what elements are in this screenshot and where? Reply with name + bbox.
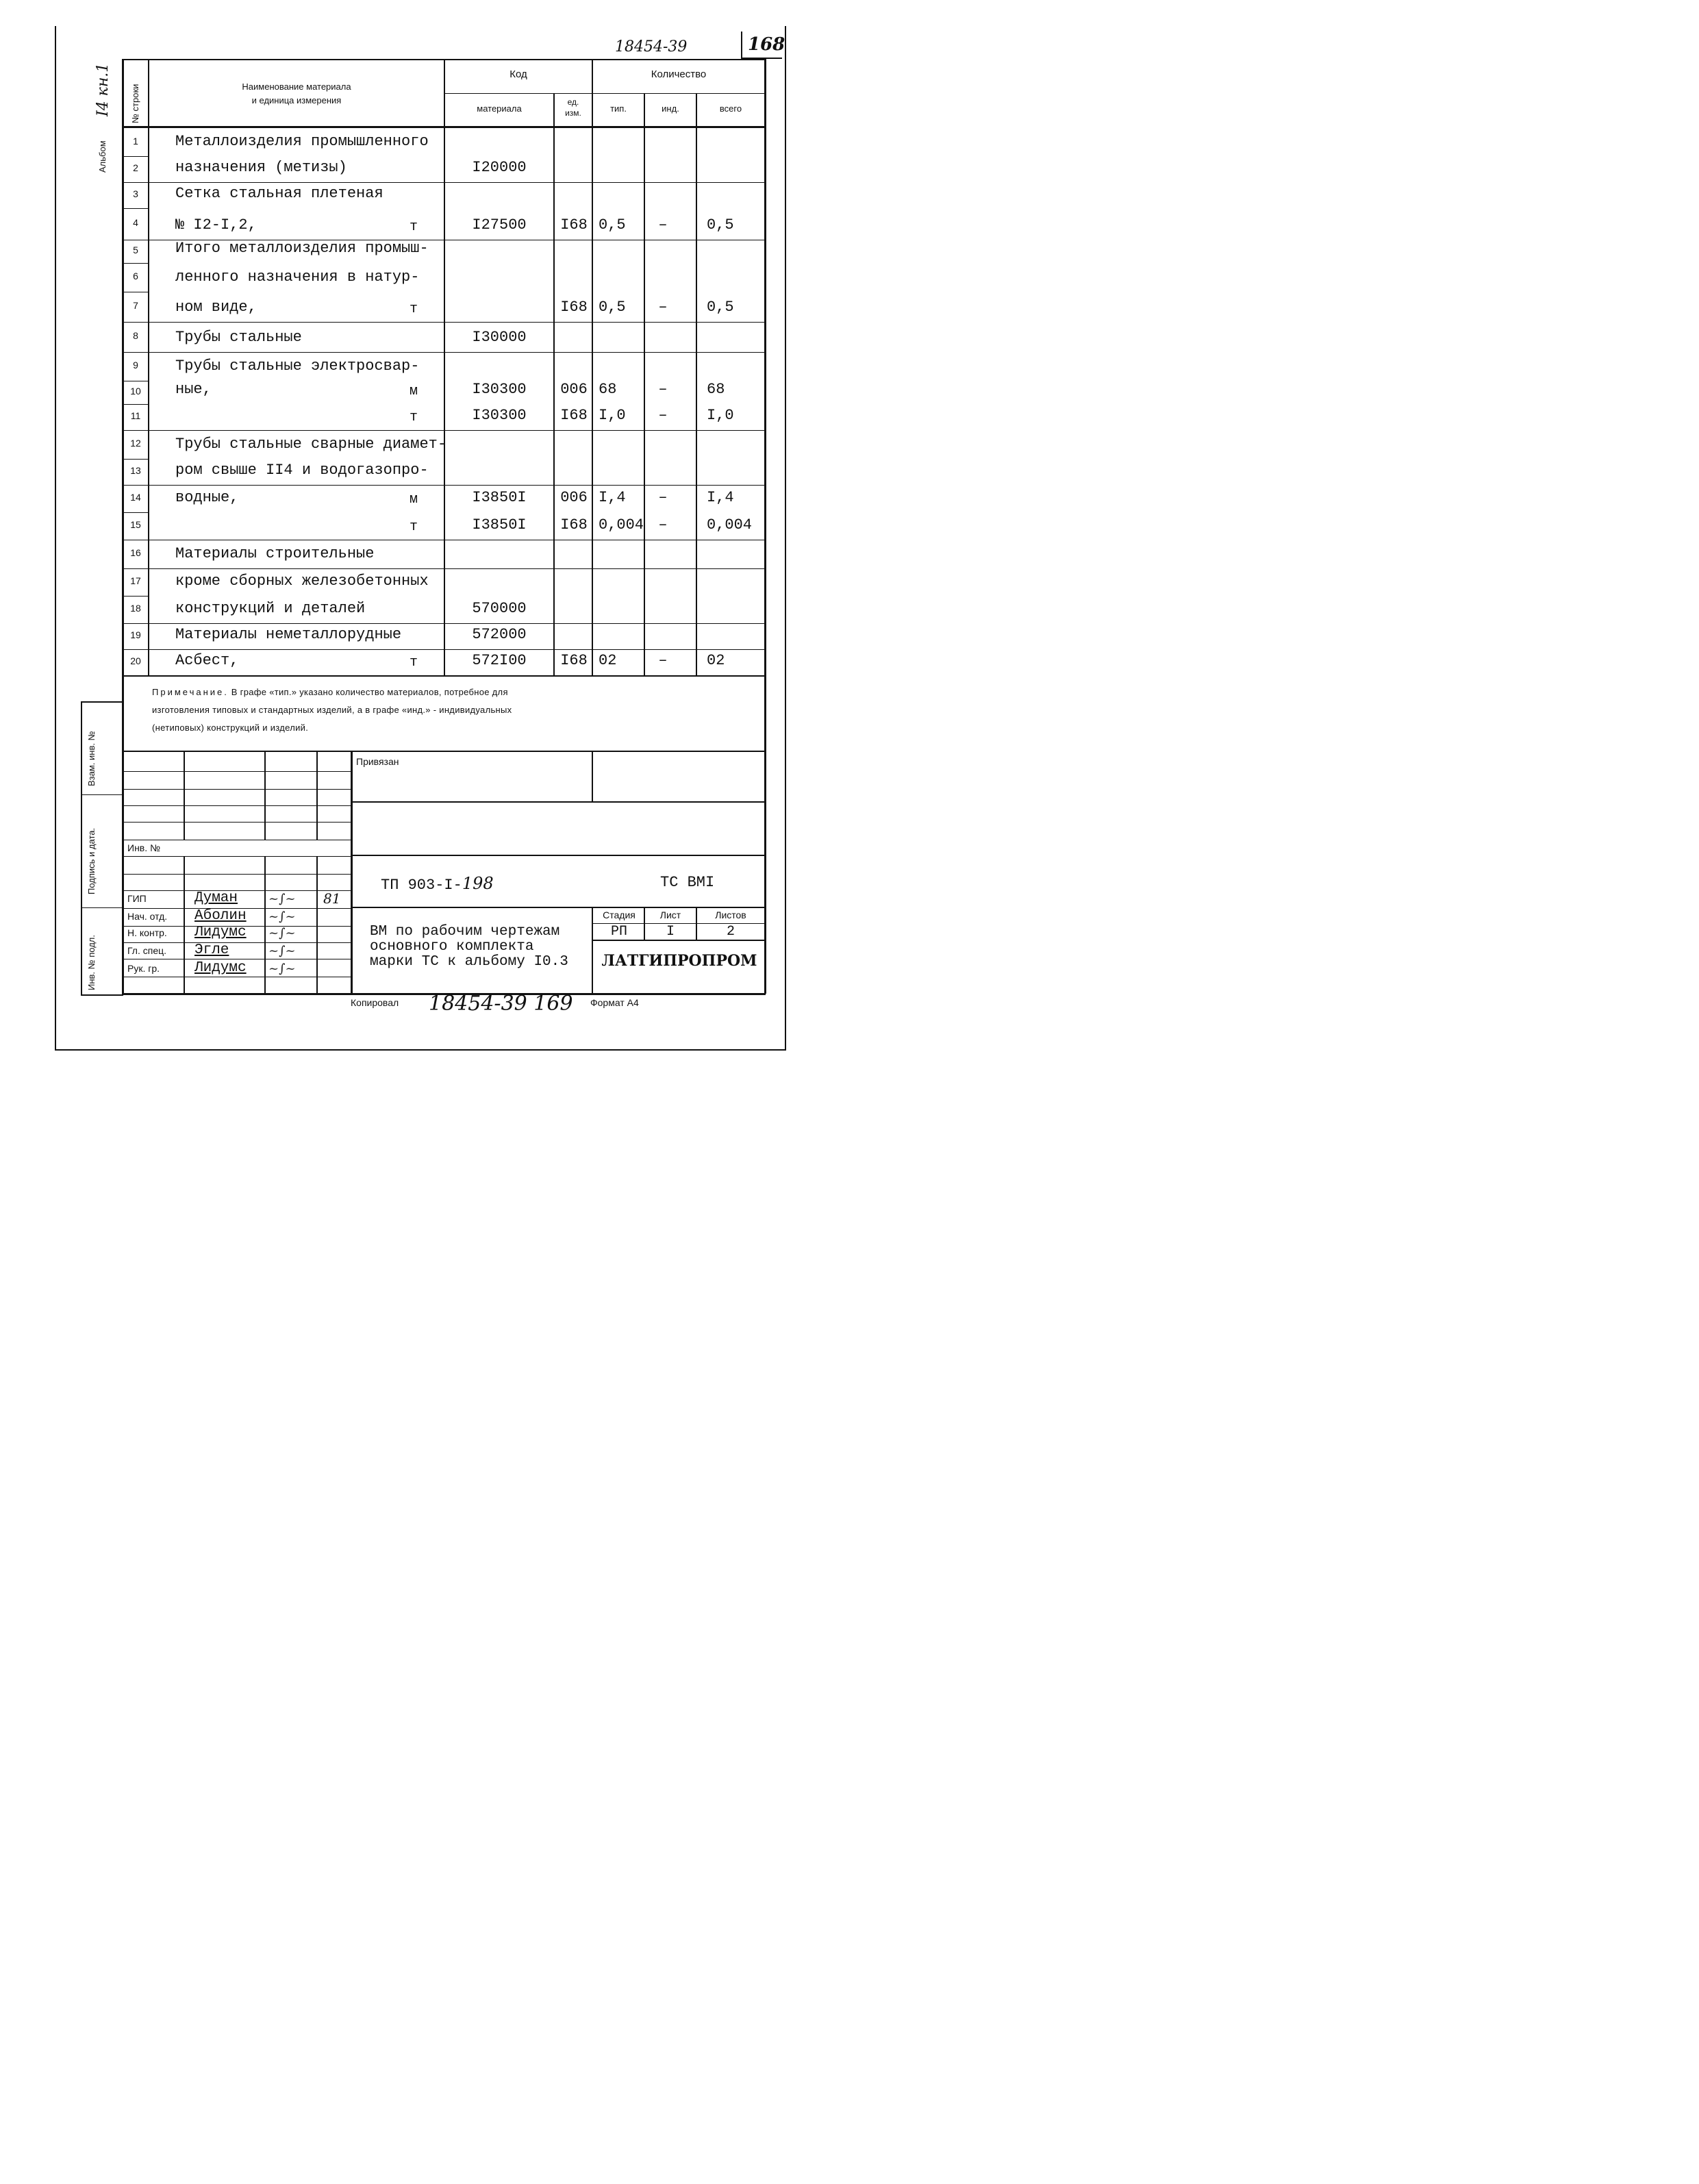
row-num-divider: [123, 512, 148, 513]
row-qty-total: 0,004: [707, 516, 753, 534]
stamp-sheet-label: Лист: [659, 909, 681, 920]
row-qty-total: 02: [707, 652, 725, 669]
row-num-divider: [123, 675, 148, 676]
page-number: 168: [748, 34, 785, 55]
row-qty-ind: –: [658, 299, 668, 316]
page-border-left: [55, 26, 56, 1051]
header-ind: инд.: [662, 103, 679, 114]
stamp-r-h2: [352, 855, 766, 856]
row-number: 15: [130, 519, 141, 530]
row-num-divider: [123, 459, 148, 460]
row-name: Металлоизделия промышленного: [175, 133, 429, 150]
stamp-sheets-value: 2: [726, 924, 735, 940]
col-line-2: [444, 59, 445, 677]
stamp-title-line3: марки ТС к альбому I0.3: [370, 954, 568, 970]
signature-icon: ~∫~: [268, 909, 296, 924]
row-name: Трубы стальные: [175, 329, 302, 346]
stamp-name: Эгле: [194, 942, 229, 958]
page-border-right: [785, 26, 786, 1051]
row-name: Асбест,: [175, 652, 239, 669]
side-label-podpis-data: Подпись и дата.: [86, 827, 97, 894]
row-code: 572I00: [472, 652, 527, 669]
col-line-1: [148, 59, 149, 677]
row-code: 572000: [472, 626, 527, 643]
stamp-mark: ТС ВМI: [660, 874, 715, 891]
row-unit-code: I68: [560, 516, 588, 534]
col-line-3: [553, 93, 555, 677]
page-number-box-left: [741, 32, 742, 59]
row-number: 8: [133, 330, 138, 341]
note-block: [152, 683, 755, 737]
row-name: Сетка стальная плетеная: [175, 185, 383, 202]
stamp-h1: [123, 771, 352, 772]
header-mid-line: [444, 93, 766, 94]
signature-icon: ~∫~: [268, 944, 296, 958]
row-divider: [123, 182, 766, 183]
row-number: 16: [130, 547, 141, 558]
row-unit: т: [410, 301, 418, 317]
stamp-h4: [123, 822, 352, 823]
row-name: № I2-I,2,: [175, 216, 257, 234]
row-divider: [123, 568, 766, 569]
row-name: Материалы неметаллорудные: [175, 626, 402, 643]
row-num-divider: [123, 208, 148, 209]
stamp-divider: [351, 751, 353, 994]
row-number: 18: [130, 603, 141, 614]
stamp-v1-top: [184, 751, 185, 840]
row-qty-total: I,0: [707, 407, 734, 424]
row-qty-ind: –: [658, 652, 668, 669]
row-number: 20: [130, 655, 141, 666]
album-value: I4 кн.1: [95, 62, 112, 116]
row-divider: [123, 623, 766, 624]
row-num-divider: [123, 156, 148, 157]
row-unit-code: I68: [560, 652, 588, 669]
stamp-title-line1: ВМ по рабочим чертежам: [370, 924, 560, 940]
row-number: 17: [130, 575, 141, 586]
row-qty-total: 0,5: [707, 216, 734, 234]
row-qty-total: 68: [707, 381, 725, 398]
header-unit-1: ед.: [567, 97, 579, 107]
row-name: Трубы стальные сварные диамет-: [175, 436, 447, 453]
stamp-role: Нач. отд.: [127, 911, 168, 922]
note-line1: В графе «тип.» указано количество материалов, потребное для: [231, 687, 508, 697]
row-unit-code: I68: [560, 299, 588, 316]
stamp-stage-label: Стадия: [603, 909, 635, 920]
stamp-name: Аболин: [194, 908, 247, 924]
stamp-role: Н. контр.: [127, 927, 167, 938]
stamp-h11: [123, 942, 352, 943]
row-code: I30300: [472, 381, 527, 398]
stamp-sheets-label: Листов: [715, 909, 746, 920]
side-box-div-2: [81, 907, 123, 908]
row-qty-ind: –: [658, 489, 668, 506]
row-number: 13: [130, 465, 141, 476]
header-row-num: № строки: [130, 84, 140, 123]
row-unit: т: [410, 655, 418, 670]
row-number: 6: [133, 271, 138, 281]
stamp-stage-value: РП: [610, 924, 627, 940]
row-code: I20000: [472, 159, 527, 176]
row-qty-typ: I,4: [599, 489, 626, 506]
row-name: Материалы строительные: [175, 545, 375, 562]
row-name: назначения (метизы): [175, 159, 347, 176]
row-name: ном виде,: [175, 299, 257, 316]
row-num-divider: [123, 263, 148, 264]
stamp-name: Лидумс: [194, 960, 247, 976]
table-bottom: [122, 675, 766, 677]
stamp-role: Рук. гр.: [127, 963, 160, 974]
stamp-title-line2: основного комплекта: [370, 939, 534, 955]
side-box-div-1: [81, 794, 123, 795]
row-unit-code: I68: [560, 407, 588, 424]
side-label-vzam-inv: Взам. инв. №: [86, 731, 97, 786]
footer-copied-hand: 18454-39 169: [429, 992, 573, 1016]
row-name: конструкций и деталей: [175, 600, 366, 617]
stamp-v3-top: [316, 751, 318, 840]
stamp-role: Гл. спец.: [127, 945, 167, 956]
stamp-date: 81: [323, 890, 341, 907]
row-unit-code: 006: [560, 489, 588, 506]
stamp-h6: [123, 856, 352, 857]
signature-icon: ~∫~: [268, 962, 296, 976]
stamp-v3-bottom: [316, 856, 318, 994]
side-box-bottom: [81, 994, 123, 996]
row-unit: т: [410, 219, 418, 235]
row-unit: м: [410, 492, 418, 507]
stamp-stage-h2: [593, 940, 766, 941]
stamp-r-h3: [352, 907, 766, 908]
header-quantity: Количество: [651, 68, 707, 80]
stamp-r-h1: [352, 801, 766, 803]
stamp-h2: [123, 789, 352, 790]
row-divider: [123, 649, 766, 650]
row-number: 4: [133, 217, 138, 228]
row-name: кроме сборных железобетонных: [175, 573, 429, 590]
stamp-role: ГИП: [127, 893, 147, 904]
row-unit: т: [410, 410, 418, 425]
row-number: 3: [133, 188, 138, 199]
row-number: 14: [130, 492, 141, 503]
row-qty-typ: 0,004: [599, 516, 644, 534]
stamp-doc-code: [381, 874, 494, 894]
row-qty-typ: I,0: [599, 407, 626, 424]
row-divider: [123, 352, 766, 353]
stamp-priv-divider: [592, 751, 593, 801]
row-code: I30000: [472, 329, 527, 346]
stamp-privyazan: Привязан: [356, 756, 399, 767]
page-border-bottom: [55, 1049, 786, 1051]
stamp-sheet-value: I: [666, 924, 675, 940]
album-label: Альбом: [97, 140, 108, 173]
row-number: 2: [133, 162, 138, 173]
header-total: всего: [719, 103, 742, 114]
signature-icon: ~∫~: [268, 892, 296, 906]
header-typ: тип.: [610, 103, 627, 114]
stamp-h7: [123, 874, 352, 875]
row-unit: м: [410, 384, 418, 399]
row-code: 570000: [472, 600, 527, 617]
stamp-h3: [123, 805, 352, 806]
col-line-5: [644, 93, 645, 677]
side-box-left: [81, 701, 82, 996]
table-right: [764, 59, 766, 994]
row-number: 11: [130, 410, 141, 421]
col-line-6: [696, 93, 697, 677]
footer-format: Формат А4: [590, 997, 639, 1008]
row-qty-typ: 0,5: [599, 299, 626, 316]
row-code: I3850I: [472, 489, 527, 506]
row-number: 7: [133, 300, 138, 311]
row-qty-typ: 0,5: [599, 216, 626, 234]
row-name: ленного назначения в натур-: [175, 268, 420, 286]
row-qty-typ: 02: [599, 652, 617, 669]
stamp-title: [370, 925, 568, 970]
row-code: I30300: [472, 407, 527, 424]
header-unit-2: изм.: [565, 108, 581, 118]
stamp-inv-no: Инв. №: [127, 842, 161, 853]
row-qty-ind: –: [658, 381, 668, 398]
row-num-divider: [123, 596, 148, 597]
stamp-org: ЛАТГИПРОПРОМ: [601, 952, 757, 970]
row-name: Итого металлоизделия промыш-: [175, 240, 429, 257]
row-divider: [123, 485, 766, 486]
stamp-doc-code-print: ТП 903-I-: [381, 877, 462, 894]
row-number: 10: [130, 386, 141, 397]
note-label: Примечание.: [152, 687, 229, 697]
header-code: Код: [509, 68, 527, 80]
row-num-divider: [123, 404, 148, 405]
row-number: 1: [133, 136, 138, 147]
row-unit-code: 006: [560, 381, 588, 398]
row-number: 19: [130, 629, 141, 640]
note-line2: изготовления типовых и стандартных изделий, а в графе «инд.» - индивидуальных: [152, 705, 512, 715]
row-unit-code: I68: [560, 216, 588, 234]
row-divider: [123, 430, 766, 431]
row-qty-ind: –: [658, 516, 668, 534]
stamp-name: Думан: [194, 890, 238, 906]
row-qty-total: 0,5: [707, 299, 734, 316]
stamp-v2-top: [264, 751, 266, 840]
row-divider: [123, 322, 766, 323]
stamp-r-v: [592, 907, 593, 994]
header-code-material: материала: [477, 103, 522, 114]
row-code: I27500: [472, 216, 527, 234]
doc-number-handwritten: 18454-39: [615, 38, 688, 55]
col-line-4: [592, 59, 593, 677]
stamp-name: Лидумс: [194, 925, 247, 940]
row-name: ром свыше II4 и водогазопро-: [175, 462, 429, 479]
stamp-v2-bottom: [264, 856, 266, 994]
row-name: ные,: [175, 381, 212, 398]
row-qty-ind: –: [658, 407, 668, 424]
header-name-line1: Наименование материала: [242, 81, 351, 92]
row-qty-total: I,4: [707, 489, 734, 506]
row-number: 9: [133, 360, 138, 371]
row-name: Трубы стальные электросвар-: [175, 357, 420, 375]
side-label-inv-podl: Инв. № подл.: [86, 935, 97, 990]
row-number: 5: [133, 244, 138, 255]
footer-copied-label: Копировал: [351, 997, 399, 1008]
row-name: водные,: [175, 489, 239, 506]
stamp-v1-bottom: [184, 856, 185, 994]
note-line3: (нетиповых) конструкций и изделий.: [152, 723, 309, 733]
row-number: 12: [130, 438, 141, 449]
signature-icon: ~∫~: [268, 926, 296, 940]
row-unit: т: [410, 519, 418, 535]
row-qty-ind: –: [658, 216, 668, 234]
header-name-line2: и единица измерения: [251, 95, 342, 105]
row-code: I3850I: [472, 516, 527, 534]
note-bottom: [122, 751, 766, 752]
side-box-top: [81, 701, 123, 703]
stamp-doc-code-hand: 198: [462, 874, 494, 893]
row-qty-typ: 68: [599, 381, 617, 398]
